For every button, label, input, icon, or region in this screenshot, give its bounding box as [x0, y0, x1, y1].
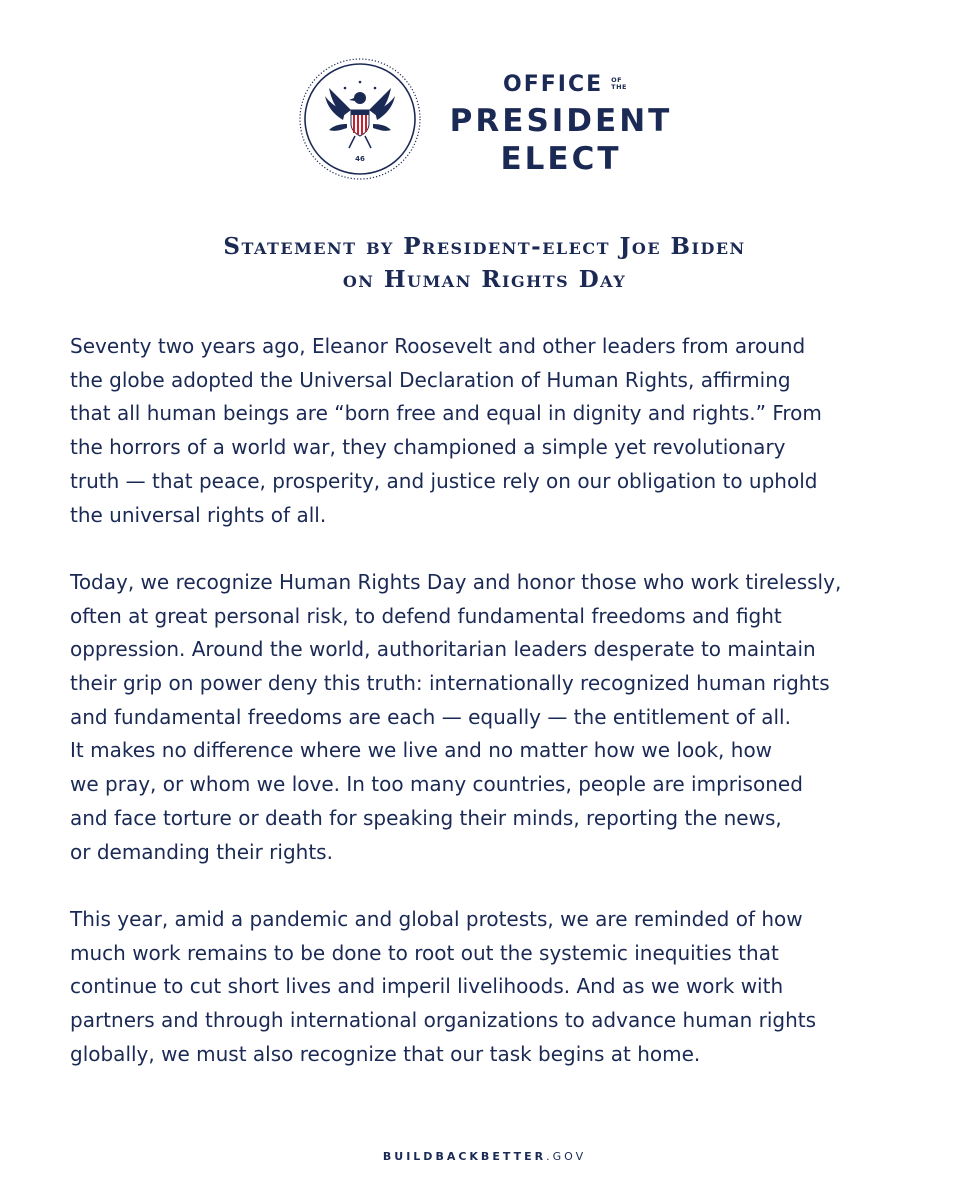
presidential-seal-icon: [299, 58, 421, 180]
seal-number: 46: [355, 155, 365, 163]
statement-title-line: Statement by President-elect Joe Biden: [223, 233, 746, 260]
text-line: that all human beings are “born free and equal in dignity and rights.” From: [70, 401, 822, 426]
text-line: Today, we recognize Human Rights Day and honor those who work tirelessly,: [70, 569, 842, 594]
text-line: and face torture or death for speaking their minds, reporting the news,: [70, 805, 782, 830]
text-line: Seventy two years ago, Eleanor Roosevelt and other leaders from around: [70, 334, 806, 358]
statement-body: [70, 330, 930, 1105]
text-line: the horrors of a world war, they championed a simple yet revolutionary: [70, 435, 786, 460]
text-line: their grip on power deny this truth: internationally recognized human rights: [70, 671, 830, 696]
text-line: often at great personal risk, to defend fundamental freedoms and fight: [70, 603, 782, 628]
text-line: oppression. Around the world, authoritarian leaders desperate to maintain: [70, 637, 816, 662]
statement-title: [0, 230, 969, 296]
office-line: [441, 70, 681, 98]
paragraph: [70, 566, 930, 869]
header: [0, 56, 969, 186]
footer-url-suffix: .GOV: [546, 1150, 587, 1163]
elect-word: ELECT: [500, 141, 622, 177]
text-line: It makes no difference where we live and no matter how we look, how: [70, 738, 773, 763]
the-word: THE: [611, 83, 627, 91]
office-word: OFFICE: [503, 71, 604, 97]
president-word: PRESIDENT: [449, 103, 673, 139]
of-the-stack: [611, 77, 627, 91]
office-title: [441, 70, 681, 178]
text-line: much work remains to be done to root out the systemic inequities that: [70, 940, 779, 965]
text-line: continue to cut short lives and imperil livelihoods. And as we work with: [70, 974, 784, 999]
text-line: globally, we must also recognize that our task begins at home.: [70, 1041, 701, 1066]
paragraph: [70, 330, 930, 532]
paragraph: [70, 903, 930, 1072]
text-line: the globe adopted the Universal Declaration of Human Rights, affirming: [70, 367, 791, 392]
text-line: or demanding their rights.: [70, 839, 333, 864]
text-line: This year, amid a pandemic and global protests, we are reminded of how: [70, 906, 803, 931]
statement-title-line: on Human Rights Day: [342, 266, 627, 293]
text-line: partners and through international organizations to advance human rights: [70, 1008, 817, 1033]
text-line: the universal rights of all.: [70, 502, 327, 527]
text-line: we pray, or whom we love. In too many countries, people are imprisoned: [70, 772, 803, 797]
of-word: OF: [611, 76, 623, 84]
footer-url: [0, 1150, 969, 1163]
footer-url-bold: BUILDBACKBETTER: [382, 1150, 547, 1163]
text-line: truth — that peace, prosperity, and justice rely on our obligation to uphold: [70, 468, 818, 493]
text-line: and fundamental freedoms are each — equally — the entitlement of all.: [70, 704, 791, 729]
